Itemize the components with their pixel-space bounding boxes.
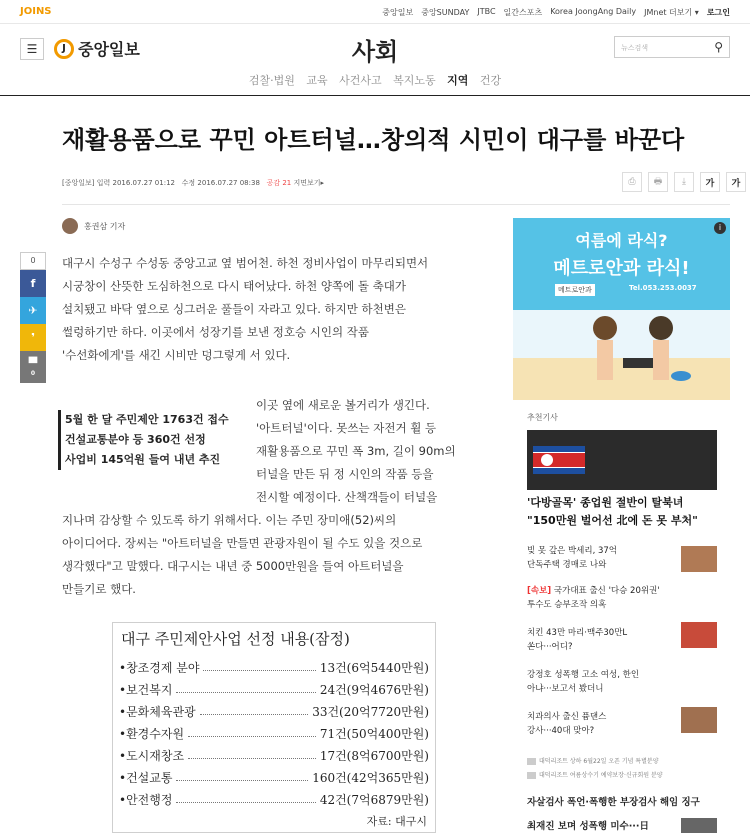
body-line: 대구시 수성구 수성동 중앙고교 옆 범어천. 하천 정비사업이 마무리되면서 xyxy=(62,256,429,270)
ad-tel: Tel.053.253.0037 xyxy=(629,284,697,292)
body-line: '수선화에게'를 새긴 시비만 덩그렇게 서 있다. xyxy=(62,348,291,362)
body-line: 썰렁하기만 하다. 이곳에서 성장기를 보낸 정호승 시인의 작품 xyxy=(62,325,369,339)
item-line: 치과의사 출신 퓸댄스 xyxy=(527,712,607,722)
section-title: 사회 xyxy=(351,38,399,66)
row-value: 42건(7억6879만원) xyxy=(319,793,429,807)
menu-icon[interactable]: ☰ xyxy=(20,38,44,60)
item-line: 아냐···보고서 봤더니 xyxy=(527,684,604,694)
comment-count: 0 xyxy=(30,370,36,377)
row-label: •안전행정 xyxy=(119,793,173,807)
body-line: 시궁창이 산뜻한 도심하천으로 다시 태어났다. 하천 양쪽에 돌 축대가 xyxy=(62,279,406,293)
table-row xyxy=(119,769,429,786)
beach-illustration-icon xyxy=(583,310,693,396)
logo-text: 중앙일보 xyxy=(78,40,140,59)
meta-source: [중앙일보] xyxy=(62,179,95,187)
ad-brand: 메트로안과 xyxy=(555,284,595,296)
row-value: 13건(6억5440만원) xyxy=(319,661,429,675)
sidebar-item[interactable]: 자살검사 폭언·폭행한 부장검사 해임 징구 xyxy=(527,797,700,808)
recommend-main-image[interactable] xyxy=(527,430,717,490)
avatar xyxy=(62,218,78,234)
breaking-tag: [속보] xyxy=(527,586,552,596)
ad-banner[interactable] xyxy=(513,218,730,400)
top-bar xyxy=(0,0,750,24)
sidebar-item[interactable] xyxy=(527,626,627,654)
thumbnail[interactable] xyxy=(681,546,717,572)
pull-quote xyxy=(58,410,229,470)
quote-line: 사업비 145억원 들여 내년 추진 xyxy=(65,453,221,466)
row-label: •창조경제 분야 xyxy=(119,661,200,675)
top-link[interactable]: 중앙SUNDAY xyxy=(421,8,470,17)
table-row xyxy=(119,747,429,764)
row-label: •보건복지 xyxy=(119,683,173,697)
main-title-line: '다방골목' 종업원 절반이 탈북녀 xyxy=(527,496,684,509)
body-line: 생각했다"고 말했다. 대구시는 내년 중 5000만원을 들여 아트터널을 xyxy=(62,559,404,573)
jebo-link[interactable]: 지면보기▸ xyxy=(293,179,325,187)
facebook-icon[interactable]: f xyxy=(20,270,46,297)
row-value: 33건(20억7720만원) xyxy=(312,705,429,719)
item-line: 강정호 성폭행 고소 여성, 한인 xyxy=(527,670,640,680)
promo-text: 대덕리조트 상하 6월22일 오픈 기념 특별분양 xyxy=(539,758,659,765)
author[interactable] xyxy=(62,218,125,234)
subnav-item[interactable]: 건강 xyxy=(479,74,502,87)
twitter-icon[interactable]: ✈ xyxy=(20,297,46,324)
article-headline: 재활용품으로 꾸민 아트터널…창의적 시민이 대구를 바꾼다 xyxy=(62,126,685,154)
top-link[interactable]: 중앙일보 xyxy=(382,8,414,17)
body-line: 지나며 감상할 수 있도록 하기 위해서다. 이는 주민 장미애(52)씨의 xyxy=(62,513,397,527)
item-line: 단독주택 경매로 나와 xyxy=(527,560,607,570)
sidebar-item[interactable] xyxy=(527,584,660,612)
body-line: 아이디어다. 장씨는 "아트터널을 만들면 관광자원이 될 수도 있을 것으로 xyxy=(62,536,423,550)
body-line: '아트터널'이다. 못쓰는 자전거 휠 등 xyxy=(256,421,437,435)
subnav-item-active[interactable]: 지역 xyxy=(447,74,469,87)
item-line: 쏜다···어디? xyxy=(527,642,573,652)
joins-logo[interactable]: JOINS xyxy=(20,6,52,17)
thumbnail[interactable] xyxy=(681,707,717,733)
share-bar xyxy=(20,252,46,383)
top-links xyxy=(382,7,730,18)
article-meta xyxy=(62,178,324,188)
body-line: 터널을 만든 뒤 정 시인의 작품 등을 xyxy=(256,467,434,481)
sidebar-item[interactable] xyxy=(527,544,617,572)
font-larger-button[interactable]: 가 xyxy=(726,172,746,192)
row-label: •환경수자원 xyxy=(119,727,185,741)
thumbnail[interactable] xyxy=(681,818,717,833)
top-link[interactable]: 일간스포츠 xyxy=(503,8,543,17)
print-icon[interactable]: ⎙ xyxy=(622,172,642,192)
promo-link[interactable] xyxy=(527,770,663,779)
logo-mark-icon: J xyxy=(54,39,74,59)
comment-icon[interactable]: ▀ 0 xyxy=(20,351,46,383)
item-line: 치킨 43만 마리·맥주30만L xyxy=(527,628,628,638)
subnav-item[interactable]: 사건사고 xyxy=(339,74,382,87)
info-icon[interactable]: i xyxy=(714,222,726,234)
table-row xyxy=(119,703,429,720)
search-placeholder: 뉴스검색 xyxy=(621,44,649,52)
item-line: 강사···40대 맞아? xyxy=(527,726,595,736)
quote-line: 건설교통분야 등 360건 선정 xyxy=(65,433,206,446)
row-value: 17건(8억6700만원) xyxy=(319,749,429,763)
subnav-item[interactable]: 검찰·법원 xyxy=(248,74,295,87)
ad-line1: 여름에 라식? xyxy=(575,231,668,250)
sidebar-item[interactable]: 최재진 보며 성폭행 미수···日 xyxy=(527,821,650,832)
recommend-title: 추천기사 xyxy=(527,413,558,422)
body-line: 설치됐고 바닥 옆으로 싱그러운 풀들이 자라고 있다. 하지만 하천변은 xyxy=(62,302,406,316)
divider xyxy=(62,204,730,205)
thumbnail[interactable] xyxy=(681,622,717,648)
body-line: 만들기로 했다. xyxy=(62,582,136,596)
row-value: 24건(9억4676만원) xyxy=(319,683,429,697)
row-label: •문화체육관광 xyxy=(119,705,196,719)
article-tools xyxy=(622,172,746,192)
table-row xyxy=(119,791,429,808)
site-header xyxy=(0,24,750,96)
body-line: 이곳 옆에 새로운 볼거리가 생긴다. xyxy=(256,398,430,412)
meta-views: 공감 21 xyxy=(266,179,292,187)
subnav-item[interactable]: 교육 xyxy=(306,74,328,87)
subnav-item[interactable]: 복지노동 xyxy=(393,74,436,87)
kakaostory-icon[interactable]: ❜ xyxy=(20,324,46,351)
download-icon[interactable]: ⤓ xyxy=(674,172,694,192)
row-label: •건설교통 xyxy=(119,771,173,785)
login-link[interactable]: 로그인 xyxy=(706,8,730,17)
table-row xyxy=(119,659,429,676)
quote-line: 5월 한 달 주민제안 1763건 접수 xyxy=(65,413,229,426)
sub-navigation xyxy=(0,72,750,88)
row-value: 71건(50억400만원) xyxy=(319,727,429,741)
promo-link[interactable] xyxy=(527,756,659,765)
table-row xyxy=(119,725,429,742)
item-line: 국가대표 출신 '다승 20위권' xyxy=(551,586,660,596)
author-name: 홍권삼 기자 xyxy=(84,221,126,231)
flag-icon xyxy=(533,446,585,474)
top-link[interactable]: JMnet 더보기 ▾ xyxy=(644,8,699,17)
share-count: 0 xyxy=(20,252,46,270)
table-source: 자료: 대구시 xyxy=(366,815,427,828)
item-line: 투수도 승부조작 의혹 xyxy=(527,600,607,610)
body-line: 전시할 예정이다. 산책객들이 터널을 xyxy=(256,490,438,504)
item-line: 빚 못 갚은 박세리, 37억 xyxy=(527,546,618,556)
top-link[interactable]: JTBC xyxy=(477,7,496,16)
recommend-main-title[interactable] xyxy=(527,494,698,530)
row-value: 160건(42억365만원) xyxy=(312,771,429,785)
search-icon[interactable]: ⚲ xyxy=(714,40,723,54)
meta-updated: 수정 2016.07.27 08:38 xyxy=(181,179,260,187)
body-line: 재활용품으로 꾸민 폭 3m, 길이 90m의 xyxy=(256,444,456,458)
info-table-image xyxy=(112,622,436,833)
promo-text: 대덕리조트 여름상수기 예약보장·신규회원 분양 xyxy=(539,772,663,779)
table-title: 대구 주민제안사업 선정 내용(잠정) xyxy=(121,630,350,648)
table-row xyxy=(119,681,429,698)
ad-line2: 메트로안과 라식! xyxy=(553,258,690,279)
meta-published: 입력 2016.07.27 01:12 xyxy=(96,179,175,187)
printer-icon[interactable]: 🖶 xyxy=(648,172,668,192)
row-label: •도시재창조 xyxy=(119,749,185,763)
main-title-line: "150만원 벌어선 北에 돈 못 부처" xyxy=(527,514,698,527)
top-link[interactable]: Korea JoongAng Daily xyxy=(550,7,637,16)
font-smaller-button[interactable]: 가 xyxy=(700,172,720,192)
sidebar-item[interactable] xyxy=(527,668,639,696)
sidebar-item[interactable] xyxy=(527,710,606,738)
search-input[interactable] xyxy=(614,36,730,58)
